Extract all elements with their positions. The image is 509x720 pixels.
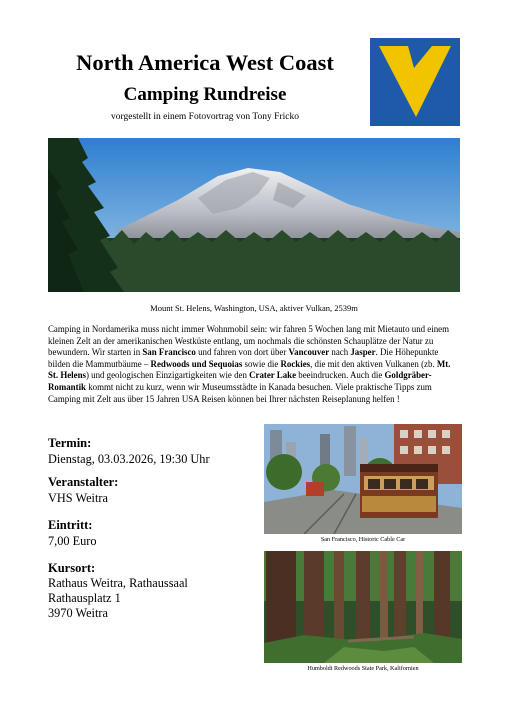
vhs-logo [370, 38, 460, 126]
intro-text: nach [329, 347, 351, 358]
intro-text: und fahren von dort über [195, 347, 289, 358]
kursort-line: Rathaus Weitra, Rathaussaal [48, 576, 188, 590]
intro-highlight: Mt. St. Helens [48, 358, 451, 381]
page-subtitle: Camping Rundreise [123, 84, 287, 105]
intro-text: . Die Höhepunkte bilden die Mammutbäume – [48, 347, 439, 369]
hero-caption: Mount St. Helens, Washington, USA, aktiver Vulkan, 2539m [150, 303, 358, 313]
intro-highlight: Vancouver [288, 347, 330, 358]
termin-value: Dienstag, 03.03.2026, 19:30 Uhr [48, 452, 210, 466]
intro-highlight: Crater Lake [249, 370, 297, 381]
intro-paragraph [48, 324, 462, 405]
mount-st-helens-photo [48, 138, 460, 292]
intro-text: kommt nicht zu kurz, wenn wir Museumsstädte in Kanada besuchen. Viele praktische Tipps zum Camping mit Zelt aus über 15 Jahren USA Reisen können bei Ihrer nächsten Reiseplanung helfen ! [48, 381, 432, 404]
page-title: North America West Coast [76, 50, 334, 75]
intro-text: sowie die [242, 358, 281, 369]
eintritt-label: Eintritt: [48, 518, 93, 532]
veranstalter-label: Veranstalter: [48, 475, 119, 489]
eintritt-value: 7,00 Euro [48, 534, 97, 548]
veranstalter-value: VHS Weitra [48, 491, 108, 505]
byline: vorgestellt in einem Fotovortrag von Tony Fricko [111, 112, 299, 122]
termin-label: Termin: [48, 436, 92, 450]
intro-text: beeindrucken. Auch die [296, 370, 385, 381]
kursort-line: Rathausplatz 1 [48, 591, 121, 605]
intro-text: ) und geologischen Einzigartigkeiten wie den [85, 370, 250, 381]
sf-caption: San Francisco, Historic Cable Car [320, 536, 406, 543]
intro-highlight: Redwoods und Sequoias [150, 358, 243, 369]
kursort-line: 3970 Weitra [48, 606, 108, 620]
intro-text: Camping in Nordamerika muss nicht immer Wohnmobil sein: wir fahren 5 Wochen lang mit Mietauto und einem kleinen Zelt an der amerikanischen Westküste entlang, um nochmals die schönsten Schauplätze der Natur zu bewundern. Wir starten in [48, 324, 449, 358]
kursort-label: Kursort: [48, 561, 96, 575]
intro-highlight: San Francisco [142, 347, 196, 358]
redwoods-caption: Humboldt Redwoods State Park, Kalifornien [307, 665, 419, 672]
intro-highlight: Rockies [280, 358, 311, 369]
san-francisco-cable-car-photo [264, 424, 462, 534]
intro-highlight: Goldgräber-Romantik [48, 370, 432, 392]
intro-highlight: Jasper [350, 347, 376, 358]
intro-text: , die mit den aktiven Vulkanen (zb. [310, 358, 437, 369]
humboldt-redwoods-photo [264, 551, 462, 663]
